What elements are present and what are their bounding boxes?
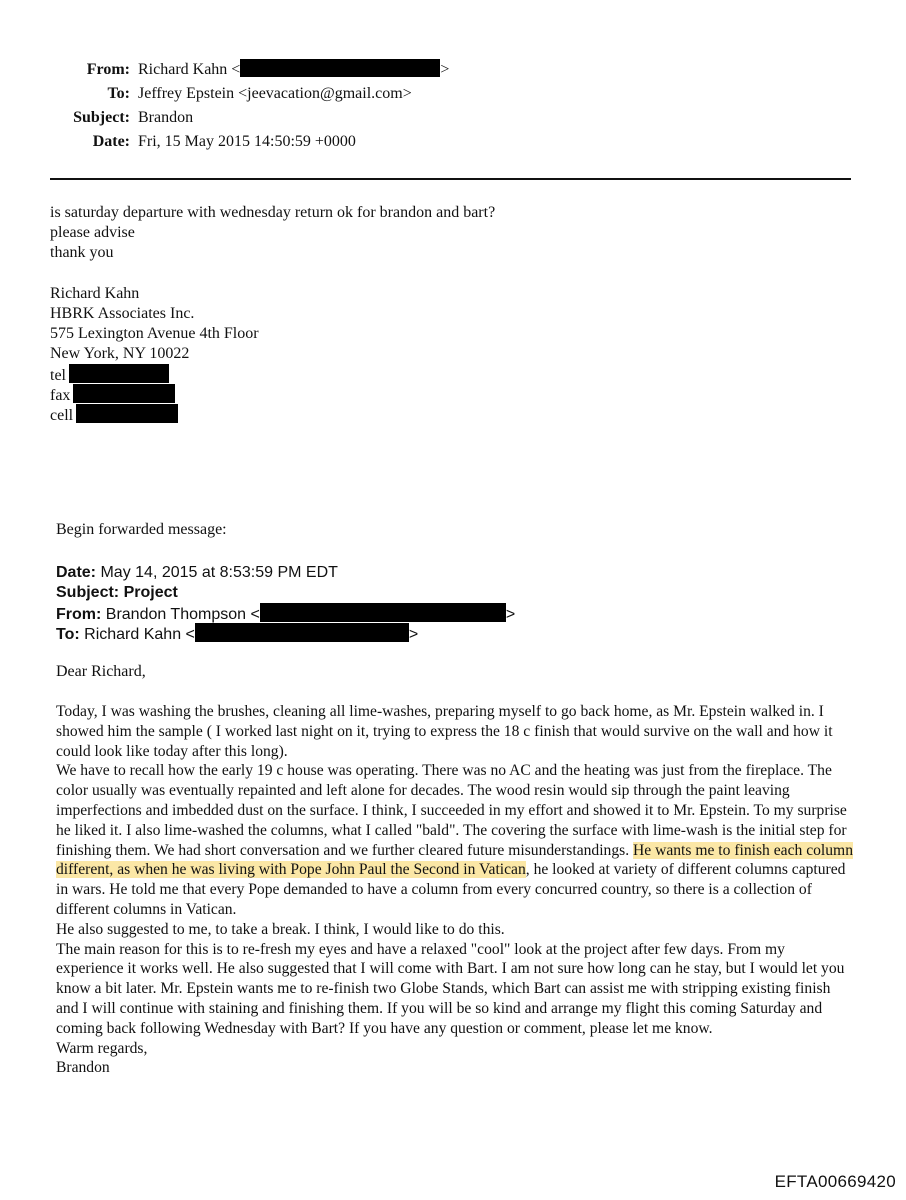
fwd-subject-value: Project — [123, 584, 178, 601]
redaction-box — [73, 384, 175, 403]
fwd-from-value: Brandon Thompson < — [105, 606, 260, 623]
fax-label: fax — [50, 387, 71, 404]
from-label: From: — [86, 61, 130, 78]
subject-row — [0, 106, 380, 130]
tel-label: tel — [50, 367, 66, 384]
subject-label: Subject: — [73, 109, 130, 126]
fwd-paragraph-text: , he looked at variety of different columns captured in wars. He told me that every Pope demanded to have a column from every concurred country, so there is a collection of different columns in Vatican. — [56, 861, 846, 918]
to-label: To: — [107, 85, 130, 102]
to-value: Jeffrey Epstein <jeevacation@gmail.com> — [138, 85, 412, 102]
fwd-from-close: > — [505, 606, 516, 623]
signature-name: Richard Kahn — [50, 285, 140, 302]
date-label: Date: — [92, 133, 130, 150]
document-id: EFTA00669420 — [774, 1172, 896, 1191]
redaction-box — [69, 364, 169, 383]
header-divider — [50, 178, 851, 180]
forwarded-intro: Begin forwarded message: — [56, 521, 227, 538]
fwd-date-value: May 14, 2015 at 8:53:59 PM EDT — [100, 564, 338, 581]
fwd-paragraph: Today, I was washing the brushes, cleaning all lime-washes, preparing myself to go back home, as Mr. Epstein walked in. I showed him the sample ( I worked last night on it, trying to express the 18 c finish that would survive on the wall and how it could look like today after this long). — [56, 703, 833, 760]
fwd-subject-row — [56, 583, 178, 603]
fwd-subject-label: Subject: — [56, 584, 120, 601]
redaction-box — [240, 59, 440, 77]
message-line: please advise — [50, 224, 135, 241]
fwd-paragraph — [56, 761, 856, 919]
fwd-signoff: Brandon — [56, 1059, 110, 1077]
from-row — [0, 58, 450, 82]
fwd-body — [56, 702, 856, 1078]
redaction-box — [260, 603, 506, 622]
from-name: Richard Kahn < — [138, 61, 241, 78]
fwd-from-row — [56, 603, 515, 625]
fwd-paragraph-text: We have to recall how the early 19 c house was operating. There was no AC and the heating was just from the fireplace. The color usually was eventually repainted and left alone for decades. The wood resin would sip through the paint leaving imperfections and imbedded dust on the surface. I think, I succeeded in my effort and showed it to Mr. Epstein. To my surprise he liked it. I also lime-washed the columns, what I called "bald". The covering the surface with lime-wash is the initial step for finishing them. We had short conversation and we further cleared future misunderstandings. — [56, 762, 847, 859]
redaction-box — [195, 623, 409, 642]
fwd-from-label: From: — [56, 606, 102, 623]
signature-address-2: New York, NY 10022 — [50, 345, 190, 362]
highlighted-text: He wants me to finish each column different, as when he was living with Pope John Paul the Second in Vatican — [56, 841, 853, 879]
date-row — [0, 130, 380, 154]
message-line: is saturday departure with wednesday return ok for brandon and bart? — [50, 204, 496, 221]
from-value — [138, 58, 449, 82]
signature-fax — [50, 384, 175, 406]
fwd-to-label: To: — [56, 626, 80, 643]
date-value: Fri, 15 May 2015 14:50:59 +0000 — [138, 133, 356, 150]
redaction-box — [76, 404, 178, 423]
fwd-greeting: Dear Richard, — [56, 663, 146, 680]
signature-tel — [50, 364, 169, 386]
signature-company: HBRK Associates Inc. — [50, 305, 195, 322]
message-line: thank you — [50, 244, 114, 261]
signature-cell — [50, 404, 178, 426]
fwd-date-label: Date: — [56, 564, 97, 581]
fwd-to-value: Richard Kahn < — [84, 626, 195, 643]
fwd-to-close: > — [408, 626, 419, 643]
signature-address-1: 575 Lexington Avenue 4th Floor — [50, 325, 259, 342]
fwd-to-row — [56, 623, 418, 645]
to-row — [0, 82, 412, 106]
fwd-date-row — [56, 563, 338, 583]
email-header — [0, 58, 450, 158]
subject-value: Brandon — [138, 109, 194, 126]
fwd-closing: Warm regards, — [56, 1039, 148, 1057]
from-close: > — [440, 61, 450, 78]
fwd-paragraph: The main reason for this is to re-fresh my eyes and have a relaxed "cool" look at the project after few days. From my experience it works well. He also suggested that I will come with Bart. I am not sure how long can he stay, but I would let you know a bit later. Mr. Epstein wants me to re-finish two Globe Stands, which Bart can assist me with stripping existing finish and I will continue with staining and finishing them. If you will be so kind and arrange my flight this coming Saturday and coming back following Wednesday with Bart? If you have any question or comment, please let me know. — [56, 940, 845, 1037]
fwd-paragraph: He also suggested to me, to take a break. I think, I would like to do this. — [56, 920, 505, 938]
cell-label: cell — [50, 407, 74, 424]
